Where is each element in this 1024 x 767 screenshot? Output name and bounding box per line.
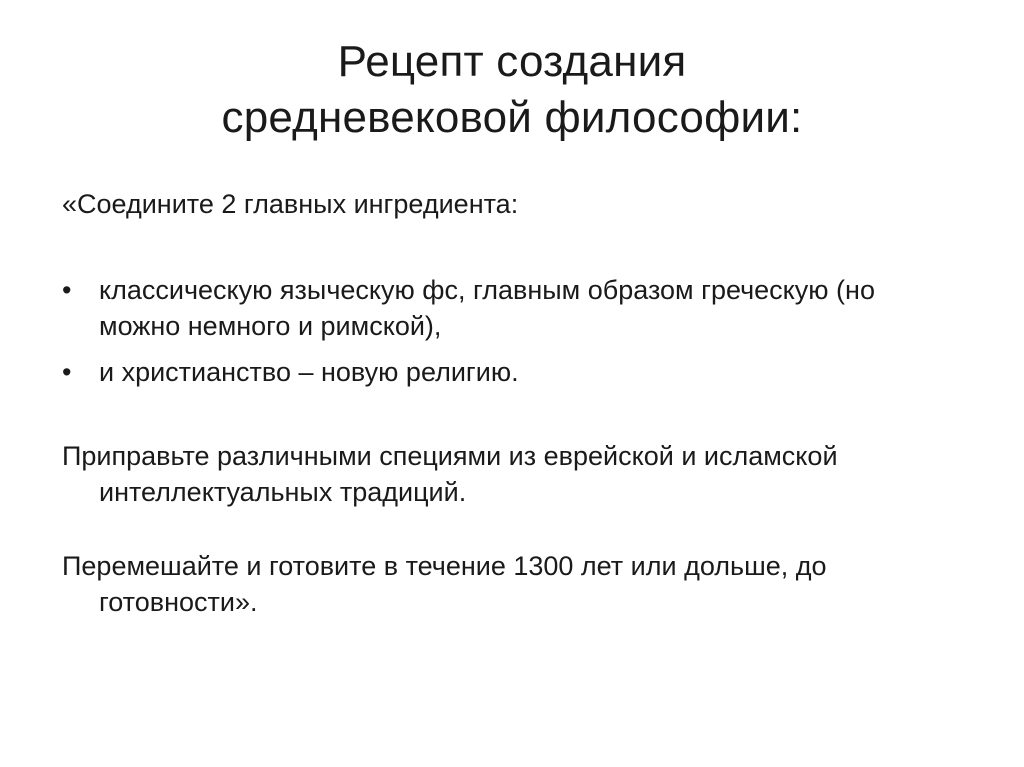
- slide-title: [60, 34, 964, 146]
- list-item-text: и христианство – новую религию.: [99, 357, 519, 387]
- list-item: [62, 354, 962, 390]
- list-item: [62, 272, 962, 344]
- slide-title-line-2: средневековой философии:: [221, 93, 803, 142]
- bullet-icon: •: [62, 357, 72, 387]
- cooking-paragraph: Перемешайте и готовите в течение 1300 лет или дольше, до готовности».: [62, 551, 827, 617]
- spices-paragraph: Приправьте различными специями из еврейской и исламской интеллектуальных традиций.: [62, 441, 838, 507]
- spacer: [62, 510, 962, 548]
- spacer: [62, 400, 962, 438]
- bullet-icon: •: [62, 275, 72, 305]
- spacer: [62, 222, 962, 272]
- ingredient-list: [62, 272, 962, 390]
- list-item-text: классическую языческую фс, главным образом греческую (но можно немного и римской),: [99, 275, 875, 341]
- intro-paragraph: «Соедините 2 главных ингредиента:: [62, 189, 519, 219]
- slide-title-line-1: Рецепт создания: [337, 37, 687, 86]
- slide-body: [62, 186, 962, 620]
